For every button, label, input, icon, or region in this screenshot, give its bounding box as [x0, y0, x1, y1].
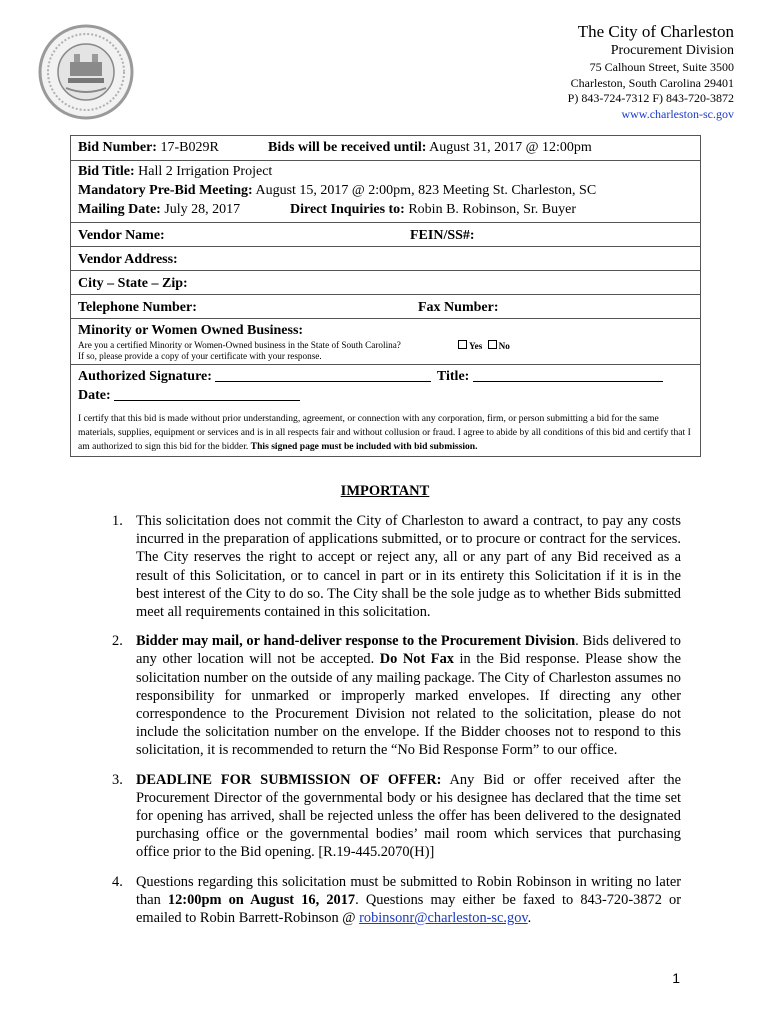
- minority-note: If so, please provide a copy of your certificate with your response.: [78, 351, 322, 361]
- prebid-value: August 15, 2017 @ 2:00pm, 823 Meeting St. Charleston, SC: [255, 183, 597, 198]
- item-number: 3.: [112, 771, 123, 788]
- item-text: . Questions may either be faxed to 843-720-3872 or emailed to Robin Barrett-Robinson @: [136, 891, 682, 927]
- item-number: 1.: [112, 513, 123, 529]
- fax-label: Fax Number:: [418, 300, 499, 315]
- list-item: [98, 632, 681, 759]
- item-text: .: [527, 910, 532, 927]
- list-item: [98, 771, 681, 862]
- item-text: Any Bid or offer received after the Procurement Director of the governmental body or his designee has declared that the time set for opening has arrived, shall be rejected unless the offer has been delivered to the designated purchasing office or the governmental bodies’ mail room which services that purchasing office prior to the Bid opening. [R.19-445.2070(H)]: [136, 771, 681, 861]
- bid-number-row: [71, 136, 700, 161]
- list-item: [98, 873, 681, 928]
- item-text: Questions regarding this solicitation must be submitted to Robin Robinson in writing no later than: [136, 873, 681, 908]
- signature-line[interactable]: [215, 367, 431, 382]
- item-bold: 12:00pm on August 16, 2017: [167, 891, 356, 908]
- certification-text: I certify that this bid is made without prior understanding, agreement, or connection with any corporation, firm, or person submitting a bid for the same materials, supplies, equipment or services and is in all respects fair and without collusion or fraud. I agree to abide by all conditions of this bid and certify that I am authorized to sign this bid for the bidder.: [78, 413, 691, 452]
- bid-form: [70, 135, 701, 457]
- page-number: 1: [672, 970, 680, 986]
- org-name: The City of Charleston: [577, 22, 734, 41]
- bid-title-label: Bid Title:: [78, 164, 135, 179]
- important-heading: IMPORTANT: [340, 483, 430, 499]
- minority-question: Are you a certified Minority or Women-Owned business in the State of South Carolina?: [78, 340, 401, 350]
- fein-label: FEIN/SS#:: [410, 228, 475, 243]
- minority-title: Minority or Women Owned Business:: [78, 323, 304, 338]
- no-label: No: [498, 341, 510, 351]
- city-state-zip-row[interactable]: [71, 271, 700, 295]
- bid-number-label: Bid Number:: [78, 140, 157, 155]
- telephone-row[interactable]: [71, 295, 700, 319]
- signature-label: Authorized Signature:: [78, 369, 212, 384]
- yes-label: Yes: [469, 341, 483, 351]
- bid-title-value: Hall 2 Irrigation Project: [138, 164, 273, 179]
- list-item: [98, 512, 681, 621]
- important-list: [98, 512, 681, 938]
- item-number: 4.: [112, 873, 123, 890]
- inquiries-label: Direct Inquiries to:: [290, 202, 405, 217]
- bids-received-value: August 31, 2017 @ 12:00pm: [429, 140, 592, 155]
- vendor-name-label: Vendor Name:: [78, 228, 165, 243]
- vendor-address-label: Vendor Address:: [78, 252, 178, 267]
- bid-number-value: 17-B029R: [160, 140, 219, 155]
- mailing-date-value: July 28, 2017: [164, 202, 241, 217]
- item-bold: Do Not Fax: [379, 651, 454, 668]
- title-line[interactable]: [473, 367, 663, 382]
- letterhead: [568, 22, 734, 122]
- email-link[interactable]: robinsonr@charleston-sc.gov: [359, 910, 528, 927]
- bid-details-block: [71, 161, 700, 223]
- item-bold: DEADLINE FOR SUBMISSION OF OFFER:: [136, 771, 442, 788]
- bids-received-label: Bids will be received until:: [268, 140, 427, 155]
- website-link[interactable]: www.charleston-sc.gov: [621, 106, 734, 121]
- division-name: Procurement Division: [610, 43, 734, 58]
- phone-fax: P) 843-724-7312 F) 843-720-3872: [567, 91, 734, 105]
- date-line[interactable]: [114, 386, 300, 401]
- city-state-zip-label: City – State – Zip:: [78, 276, 188, 291]
- city-seal-logo: [36, 22, 136, 122]
- mailing-date-label: Mailing Date:: [78, 202, 161, 217]
- street-address: 75 Calhoun Street, Suite 3500: [589, 60, 734, 74]
- minority-business-row: [71, 319, 700, 365]
- title-label: Title:: [436, 369, 470, 384]
- item-text: in the Bid response. Please show the solicitation number on the outside of any mailing package. The City of Charleston assumes no responsibility for unmarked or improperly marked envelopes. If directing any other correspondence to the Procurement Division not related to the solicitation, please do not include the solicitation number on the envelope. If the Bidder chooses not to respond to this solicitation, it is recommended to return the “No Bid Response Form” to our office.: [136, 651, 681, 759]
- prebid-label: Mandatory Pre-Bid Meeting:: [78, 183, 253, 198]
- item-text: . Bids delivered to any other location will not be accepted.: [136, 633, 681, 668]
- inquiries-value: Robin B. Robinson, Sr. Buyer: [408, 202, 576, 217]
- item-text: This solicitation does not commit the City of Charleston to award a contract, to pay any costs incurred in the preparation of applications submitted, or to procure or contract for the services. The City reserves the right to accept or reject any, all or any part of any Bid received as a result of this Solicitation, or to cancel in part or in its entirety this Solicitation if it is in the best interest of the City to do so. The City shall be the sole judge as to whether Bids submitted meet all requirements contained in this solicitation.: [136, 513, 681, 621]
- item-number: 2.: [112, 633, 123, 650]
- no-checkbox[interactable]: [488, 340, 497, 349]
- vendor-address-row[interactable]: [71, 247, 700, 271]
- certification-bold: This signed page must be included with bid submission.: [250, 441, 478, 452]
- date-label: Date:: [78, 388, 111, 403]
- signature-block: [71, 365, 700, 405]
- certification-block: [71, 405, 700, 456]
- yes-checkbox[interactable]: [458, 340, 467, 349]
- vendor-name-row[interactable]: [71, 223, 700, 247]
- city-address: Charleston, South Carolina 29401: [570, 75, 734, 90]
- item-bold: Bidder may mail, or hand-deliver response to the Procurement Division: [136, 633, 576, 650]
- telephone-label: Telephone Number:: [78, 300, 197, 315]
